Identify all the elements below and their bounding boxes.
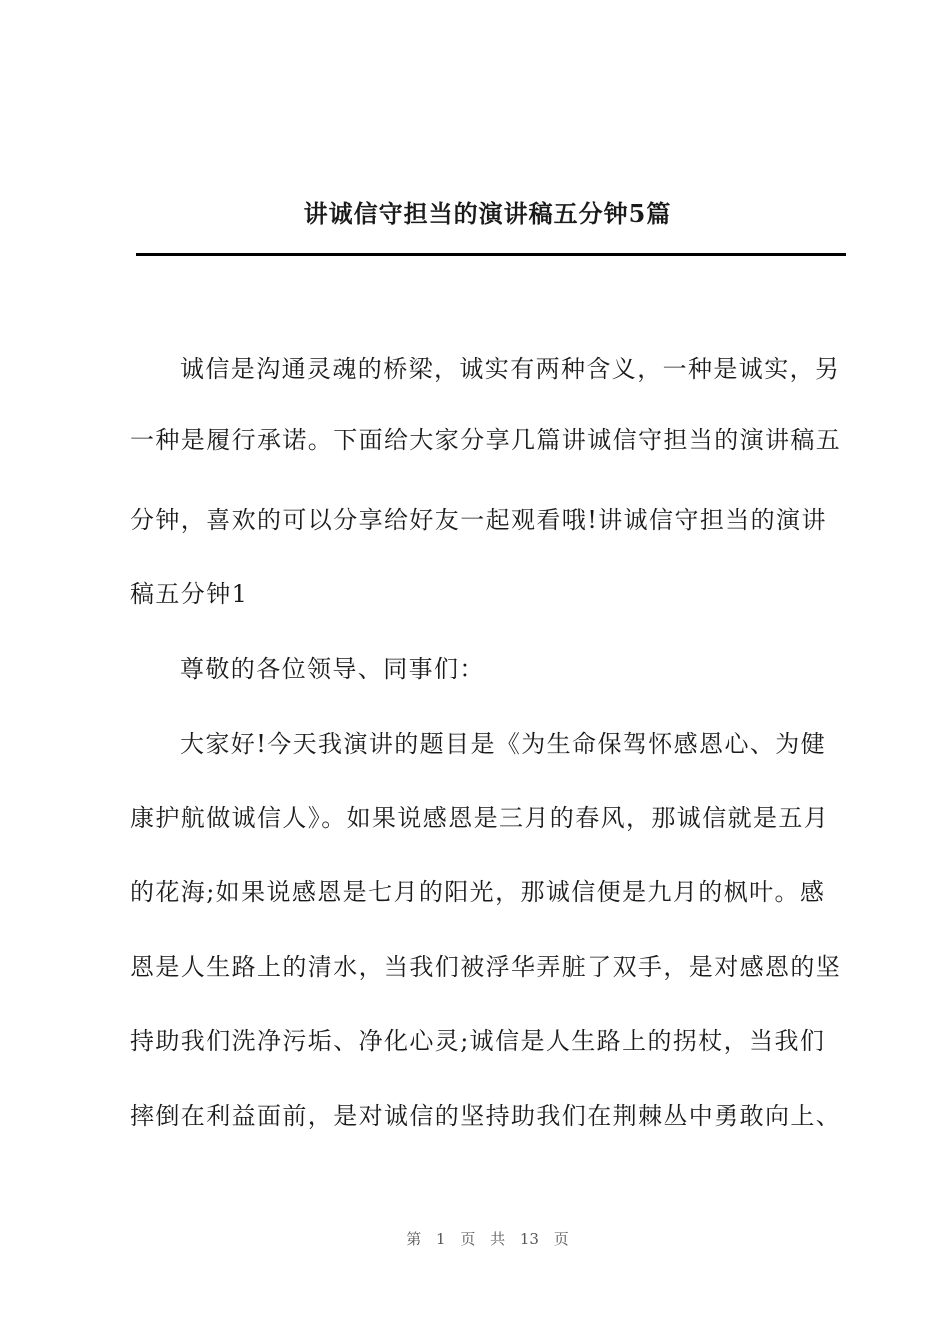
body-line-7: 康护航做诚信人》。如果说感恩是三月的春风，那诚信就是五月	[130, 804, 830, 832]
body-line-3: 分钟，喜欢的可以分享给好友一起观看哦!讲诚信守担当的演讲	[130, 506, 827, 534]
title-underline	[136, 253, 846, 256]
body-line-8: 的花海;如果说感恩是七月的阳光，那诚信便是九月的枫叶。感	[130, 878, 826, 906]
body-line-9: 恩是人生路上的清水，当我们被浮华弄脏了双手，是对感恩的坚	[130, 953, 842, 981]
body-line-1: 诚信是沟通灵魂的桥梁，诚实有两种含义，一种是诚实，另	[180, 355, 841, 383]
body-line-4: 稿五分钟1	[130, 580, 249, 608]
body-line-6: 大家好!今天我演讲的题目是《为生命保驾怀感恩心、为健	[180, 730, 827, 758]
page-footer: 第 1 页 共 13 页	[406, 1230, 569, 1248]
body-line-10: 持助我们洗净污垢、净化心灵;诚信是人生路上的拐杖，当我们	[130, 1027, 826, 1055]
body-line-2: 一种是履行承诺。下面给大家分享几篇讲诚信守担当的演讲稿五	[130, 426, 842, 454]
body-line-5: 尊敬的各位领导、同事们：	[180, 655, 485, 683]
body-line-11: 摔倒在利益面前，是对诚信的坚持助我们在荆棘丛中勇敢向上、	[130, 1102, 842, 1130]
document-title: 讲诚信守担当的演讲稿五分钟5篇	[303, 199, 672, 228]
